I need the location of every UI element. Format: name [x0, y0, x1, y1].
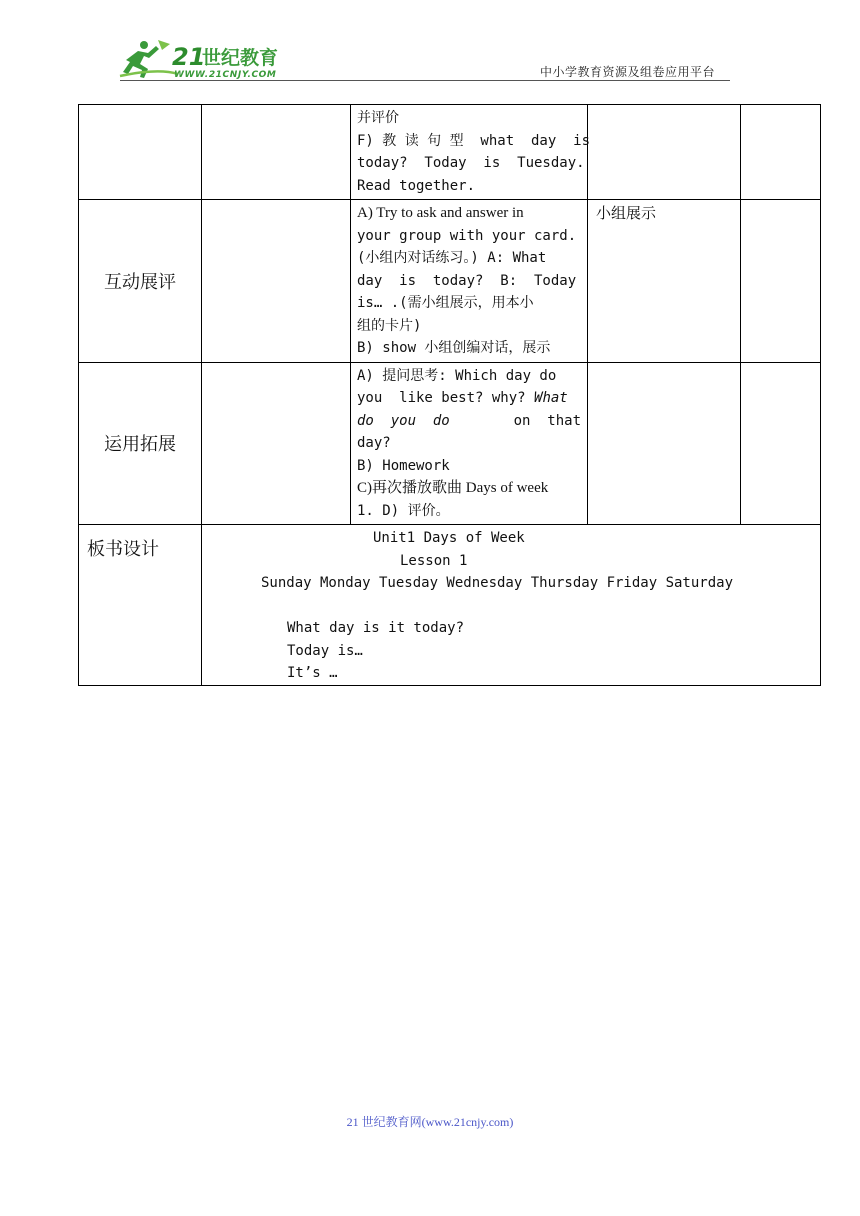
board-line: Lesson 1	[400, 552, 468, 569]
text-line: (小组内对话练习。) A: What	[357, 250, 547, 266]
table-row	[79, 362, 821, 525]
text-line: 并评价	[357, 110, 399, 126]
board-line: Unit1 Days of Week	[373, 530, 525, 546]
lesson-plan-table	[78, 104, 821, 686]
stage-label: 互动展评	[79, 200, 202, 363]
board-line: Sunday Monday Tuesday Wednesday Thursday Friday Saturday	[261, 575, 734, 591]
text-line: today? Today is Tuesday.	[357, 155, 585, 171]
text-line: B) Homework	[357, 457, 450, 474]
student-activity-cell	[588, 362, 741, 525]
table-row	[79, 525, 821, 686]
board-blank-line	[202, 595, 820, 618]
runner-logo-icon	[118, 38, 293, 82]
platform-slogan: 中小学教育资源及组卷应用平台	[540, 65, 716, 79]
content-cell	[202, 200, 351, 363]
student-activity-cell	[588, 200, 741, 363]
notes-cell	[741, 105, 821, 200]
text-line: A) 提问思考: Which day do	[357, 367, 557, 384]
board-line: Today is…	[287, 642, 363, 659]
header-divider	[120, 80, 730, 81]
text-line: day?	[357, 435, 391, 451]
board-line: It’s …	[287, 665, 338, 681]
student-activity-text: 小组展示	[596, 204, 657, 222]
teacher-activity-cell	[351, 105, 591, 200]
text-line: is… .(需小组展示，用本小	[357, 295, 534, 311]
text-line: B) show 小组创编对话，展示	[357, 340, 551, 356]
site-logo[interactable]	[118, 38, 293, 82]
board-design-label: 板书设计	[79, 525, 202, 686]
teacher-activity-cell	[351, 200, 588, 363]
page-header	[0, 0, 860, 90]
content-cell	[202, 105, 351, 200]
text-line: C)再次播放歌曲 Days of week	[357, 480, 549, 496]
text-line: 1. D) 评价。	[357, 502, 450, 519]
text-line: F) 教 读 句 型 what day is	[357, 132, 591, 149]
board-line: What day is it today?	[287, 620, 465, 636]
text-line: A) Try to ask and answer in	[357, 205, 524, 221]
svg-text:世纪教育: 世纪教育	[202, 47, 279, 69]
text-line: day is today? B: Today	[357, 272, 577, 289]
teacher-activity-cell	[351, 362, 588, 525]
svg-text:WWW.21CNJY.COM: WWW.21CNJY.COM	[174, 70, 277, 80]
stage-cell	[79, 105, 202, 200]
notes-cell	[741, 362, 821, 525]
text-line: 组的卡片)	[357, 317, 422, 334]
text-line: What	[534, 390, 568, 406]
board-design-cell	[202, 525, 821, 686]
text-line: on that	[513, 412, 581, 429]
table-row	[79, 200, 821, 363]
table-row	[79, 105, 821, 200]
student-activity-cell	[588, 105, 741, 200]
notes-cell	[741, 200, 821, 363]
text-line: do you do	[357, 412, 450, 429]
text-line: your group with your card.	[357, 227, 577, 244]
text-line: Read together.	[357, 177, 476, 194]
svg-text:21: 21	[172, 43, 206, 71]
page-footer[interactable]: 21 世纪教育网(www.21cnjy.com)	[346, 1115, 514, 1129]
stage-label: 运用拓展	[79, 362, 202, 525]
text-line: you like best? why?	[357, 390, 526, 406]
content-cell	[202, 362, 351, 525]
